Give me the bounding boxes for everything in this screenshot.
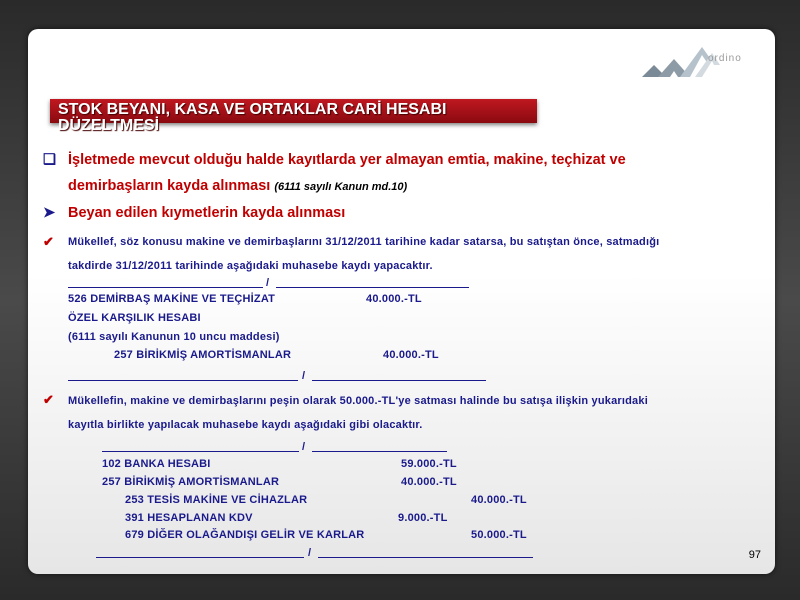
separator-line [102, 451, 299, 452]
para1-line1: Mükellef, söz konusu makine ve demirbaşlarını 31/12/2011 tarihine kadar satarsa, bu satıştan önce, satmadığı [68, 236, 660, 248]
checkmark-icon: ✔ [43, 234, 54, 249]
entry2-account-391: 391 HESAPLANAN KDV [125, 512, 253, 524]
entry1-amount-526: 40.000.-TL [366, 293, 422, 305]
entry2-account-102: 102 BANKA HESABI [102, 458, 211, 470]
logo-text: ordino [708, 53, 742, 64]
entry1-law-note: (6111 sayılı Kanunun 10 uncu maddesi) [68, 331, 280, 343]
entry2-account-253: 253 TESİS MAKİNE VE CİHAZLAR [125, 494, 308, 506]
separator-slash: / [266, 277, 270, 289]
entry2-account-679: 679 DİĞER OLAĞANDIŞI GELİR VE KARLAR [125, 529, 365, 541]
company-logo [640, 35, 770, 85]
separator-line [312, 380, 486, 381]
entry1-account-257: 257 BİRİKMİŞ AMORTİSMANLAR [114, 349, 292, 361]
separator-slash: / [308, 547, 312, 559]
square-bullet-icon: ❑ [43, 152, 56, 168]
arrow-bullet-icon: ➤ [43, 205, 56, 221]
slide [28, 29, 775, 574]
separator-line [318, 557, 533, 558]
entry1-account-526: 526 DEMİRBAŞ MAKİNE VE TEÇHİZAT [68, 293, 276, 305]
bullet1-line1: İşletmede mevcut olduğu halde kayıtlarda yer almayan emtia, makine, teçhizat ve [68, 152, 626, 168]
separator-line [312, 451, 447, 452]
para1-line2: takdirde 31/12/2011 tarihinde aşağıdaki muhasebe kaydı yapacaktır. [68, 260, 433, 272]
bullet1-line2: demirbaşların kayda alınması (6111 sayılı Kanun md.10) [68, 178, 408, 194]
bullet2-text: Beyan edilen kıymetlerin kayda alınması [68, 205, 346, 221]
entry2-amount-679: 50.000.-TL [471, 529, 527, 541]
entry2-amount-391: 9.000.-TL [398, 512, 448, 524]
entry2-amount-257: 40.000.-TL [401, 476, 457, 488]
separator-slash: / [302, 441, 306, 453]
separator-line [68, 380, 298, 381]
separator-line [276, 287, 469, 288]
page-title: STOK BEYANI, KASA VE ORTAKLAR CARİ HESABI DÜZELTMESİ [58, 101, 447, 134]
separator-slash: / [302, 370, 306, 382]
separator-line [96, 557, 304, 558]
entry2-account-257: 257 BİRİKMİŞ AMORTİSMANLAR [102, 476, 280, 488]
para2-line1: Mükellefin, makine ve demirbaşlarını peşin olarak 50.000.-TL'ye satması halinde bu satışa ilişkin yukarıdaki [68, 395, 648, 407]
checkmark-icon: ✔ [43, 392, 54, 407]
page-number: 97 [748, 549, 761, 561]
entry1-amount-257: 40.000.-TL [383, 349, 439, 361]
law-reference: (6111 sayılı Kanun md.10) [274, 181, 408, 193]
entry2-amount-102: 59.000.-TL [401, 458, 457, 470]
entry2-amount-253: 40.000.-TL [471, 494, 527, 506]
separator-line [68, 287, 263, 288]
entry1-reserve: ÖZEL KARŞILIK HESABI [68, 312, 201, 324]
para2-line2: kayıtla birlikte yapılacak muhasebe kaydı aşağıdaki gibi olacaktır. [68, 419, 423, 431]
logo-icon [640, 35, 770, 85]
